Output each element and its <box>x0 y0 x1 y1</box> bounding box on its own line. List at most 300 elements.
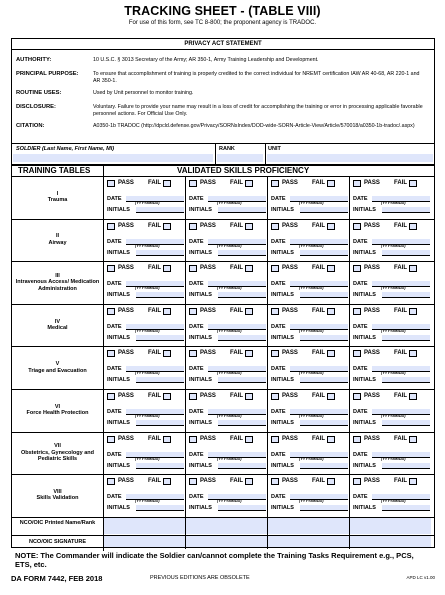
training-table-number: IV <box>54 318 61 325</box>
initials-label: INITIALS <box>271 334 294 341</box>
privacy-label: PRINCIPAL PURPOSE: <box>16 71 79 77</box>
fail-label: FAIL <box>148 435 161 442</box>
training-table-number: VI <box>54 403 61 410</box>
initials-field[interactable] <box>218 335 266 341</box>
date-format-hint: (YYYYMMDD) <box>381 286 406 291</box>
proficiency-cell <box>269 389 352 432</box>
initials-label: INITIALS <box>353 207 376 213</box>
fail-label: FAIL <box>312 307 325 314</box>
fail-checkbox[interactable] <box>327 478 335 485</box>
date-format-hint: (YYYYMMDD) <box>299 456 324 461</box>
pass-checkbox[interactable] <box>107 436 115 443</box>
fail-label: FAIL <box>230 350 243 357</box>
initials-field[interactable] <box>136 250 184 256</box>
privacy-act-heading: PRIVACY ACT STATEMENT <box>12 39 434 50</box>
fail-checkbox[interactable] <box>245 223 253 230</box>
initials-field[interactable] <box>300 505 348 511</box>
fail-label: FAIL <box>230 393 243 399</box>
training-table-number: II <box>55 233 60 240</box>
proficiency-cell <box>269 219 352 262</box>
fail-checkbox[interactable] <box>163 350 171 357</box>
initials-label: INITIALS <box>271 462 294 469</box>
proficiency-cell <box>187 346 270 389</box>
pass-checkbox[interactable] <box>107 393 115 400</box>
initials-field[interactable] <box>382 250 430 256</box>
initials-field[interactable] <box>136 505 184 511</box>
training-table-number: I <box>56 190 59 197</box>
fail-checkbox[interactable] <box>245 308 253 315</box>
fail-label: FAIL <box>230 222 243 229</box>
pass-label: PASS <box>282 222 298 229</box>
pass-label: PASS <box>364 222 380 229</box>
pass-label: PASS <box>364 180 380 186</box>
pass-checkbox[interactable] <box>189 350 197 357</box>
initials-field[interactable] <box>382 377 430 383</box>
initials-label: INITIALS <box>271 249 294 256</box>
fail-checkbox[interactable] <box>163 180 171 187</box>
fail-checkbox[interactable] <box>409 308 417 315</box>
date-format-hint: (YYYYMMDD) <box>217 456 242 461</box>
fail-label: FAIL <box>394 265 407 272</box>
pass-label: PASS <box>118 180 134 186</box>
commander-note: NOTE: The Commander will indicate the Soldier can/cannot complete the Training Tasks Requirement e.g., PCS, ETS, etc. <box>15 551 414 569</box>
nco-signature-field[interactable] <box>104 536 185 547</box>
initials-field[interactable] <box>300 250 348 256</box>
pass-label: PASS <box>118 393 134 399</box>
proficiency-cell <box>187 432 270 475</box>
proficiency-cell <box>187 176 270 219</box>
pass-checkbox[interactable] <box>189 308 197 315</box>
initials-label: INITIALS <box>107 420 130 426</box>
pass-checkbox[interactable] <box>189 223 197 230</box>
date-format-hint: (YYYYMMDD) <box>217 414 242 418</box>
date-format-hint: (YYYYMMDD) <box>135 243 160 248</box>
nco-printed-name-field[interactable] <box>104 518 185 534</box>
pass-label: PASS <box>282 393 298 399</box>
date-format-hint: (YYYYMMDD) <box>381 201 406 205</box>
training-table-label <box>12 261 103 304</box>
initials-label: INITIALS <box>107 462 130 469</box>
date-format-hint: (YYYYMMDD) <box>299 499 324 504</box>
date-label: DATE <box>107 451 122 458</box>
pass-checkbox[interactable] <box>271 180 279 187</box>
fail-checkbox[interactable] <box>245 350 253 357</box>
pass-checkbox[interactable] <box>107 180 115 187</box>
initials-label: INITIALS <box>353 249 376 256</box>
nco-signature-label: NCO/OIC SIGNATURE <box>28 539 87 545</box>
date-label: DATE <box>271 451 286 458</box>
fail-checkbox[interactable] <box>409 393 417 400</box>
date-format-hint: (YYYYMMDD) <box>299 328 324 333</box>
pass-checkbox[interactable] <box>271 393 279 400</box>
fail-checkbox[interactable] <box>245 436 253 443</box>
date-label: DATE <box>189 366 204 373</box>
fail-checkbox[interactable] <box>327 265 335 272</box>
initials-field[interactable] <box>218 207 266 213</box>
privacy-label: ROUTINE USES: <box>16 90 62 96</box>
proficiency-cell <box>269 432 352 475</box>
training-table-name: Force Health Protection <box>26 410 89 417</box>
privacy-label: DISCLOSURE: <box>16 104 56 110</box>
divider <box>185 517 186 549</box>
pass-checkbox[interactable] <box>189 180 197 187</box>
fail-label: FAIL <box>394 350 407 357</box>
form-subtitle: For use of this form, see TC 8-800; the proponent agency is TRADOC. <box>128 20 317 26</box>
date-label: DATE <box>353 451 368 458</box>
fail-label: FAIL <box>230 180 243 186</box>
pass-checkbox[interactable] <box>271 478 279 485</box>
initials-label: INITIALS <box>189 207 212 213</box>
date-format-hint: (YYYYMMDD) <box>217 286 242 291</box>
training-table-number: V <box>55 361 60 368</box>
pass-label: PASS <box>118 435 134 442</box>
date-format-hint: (YYYYMMDD) <box>217 499 242 504</box>
fail-checkbox[interactable] <box>409 265 417 272</box>
nco-signature-field[interactable] <box>268 536 349 547</box>
pass-label: PASS <box>364 393 380 399</box>
pass-label: PASS <box>282 350 298 357</box>
training-table-number: III <box>55 272 60 279</box>
pass-checkbox[interactable] <box>353 180 361 187</box>
fail-label: FAIL <box>148 307 161 314</box>
pass-checkbox[interactable] <box>353 478 361 485</box>
initials-label: INITIALS <box>271 377 294 384</box>
date-format-hint: (YYYYMMDD) <box>135 456 160 461</box>
fail-checkbox[interactable] <box>163 436 171 443</box>
date-label: DATE <box>189 451 204 458</box>
proficiency-cell <box>105 389 188 432</box>
pass-checkbox[interactable] <box>353 350 361 357</box>
pass-checkbox[interactable] <box>271 265 279 272</box>
date-format-hint: (YYYYMMDD) <box>135 201 160 205</box>
initials-field[interactable] <box>300 463 348 469</box>
pass-checkbox[interactable] <box>353 223 361 230</box>
pass-checkbox[interactable] <box>271 223 279 230</box>
pass-label: PASS <box>200 393 216 399</box>
initials-field[interactable] <box>300 377 348 383</box>
date-label: DATE <box>353 409 368 415</box>
validated-skills-heading: VALIDATED SKILLS PROFICIENCY <box>177 166 310 175</box>
fail-checkbox[interactable] <box>163 308 171 315</box>
initials-label: INITIALS <box>189 505 212 512</box>
training-table-name: Intravenous Access/ Medication Administration <box>15 279 100 292</box>
fail-label: FAIL <box>394 435 407 442</box>
nco-signature-field[interactable] <box>350 536 431 547</box>
date-format-hint: (YYYYMMDD) <box>381 456 406 461</box>
date-label: DATE <box>353 196 368 202</box>
date-label: DATE <box>353 238 368 245</box>
training-table-label <box>12 176 103 219</box>
date-format-hint: (YYYYMMDD) <box>135 328 160 333</box>
initials-field[interactable] <box>382 292 430 298</box>
initials-field[interactable] <box>136 420 184 426</box>
initials-label: INITIALS <box>189 249 212 256</box>
form-title: TRACKING SHEET - (TABLE VIII) <box>124 4 321 18</box>
date-format-hint: (YYYYMMDD) <box>135 414 160 418</box>
form-version: APD LC v1.00 <box>406 575 435 580</box>
divider <box>267 517 268 549</box>
proficiency-cell <box>351 474 434 517</box>
initials-label: INITIALS <box>107 249 130 256</box>
proficiency-cell <box>105 219 188 262</box>
initials-field[interactable] <box>136 335 184 341</box>
nco-printed-name-field[interactable] <box>268 518 349 534</box>
proficiency-cell <box>105 304 188 347</box>
pass-checkbox[interactable] <box>271 436 279 443</box>
fail-label: FAIL <box>394 478 407 485</box>
fail-checkbox[interactable] <box>327 308 335 315</box>
initials-label: INITIALS <box>353 292 376 299</box>
fail-checkbox[interactable] <box>327 223 335 230</box>
fail-label: FAIL <box>394 222 407 229</box>
fail-label: FAIL <box>230 478 243 485</box>
fail-label: FAIL <box>394 307 407 314</box>
fail-checkbox[interactable] <box>163 393 171 400</box>
fail-label: FAIL <box>312 222 325 229</box>
pass-checkbox[interactable] <box>189 393 197 400</box>
fail-checkbox[interactable] <box>245 478 253 485</box>
initials-field[interactable] <box>382 335 430 341</box>
initials-label: INITIALS <box>271 292 294 299</box>
rank-field[interactable] <box>217 154 263 162</box>
initials-label: INITIALS <box>353 505 376 512</box>
date-format-hint: (YYYYMMDD) <box>299 286 324 291</box>
fail-checkbox[interactable] <box>245 180 253 187</box>
obsolete-notice: PREVIOUS EDITIONS ARE OBSOLETE <box>150 575 250 581</box>
pass-label: PASS <box>282 180 298 186</box>
initials-label: INITIALS <box>353 334 376 341</box>
fail-label: FAIL <box>312 265 325 272</box>
training-table-name: Skills Validation <box>36 495 79 502</box>
initials-field[interactable] <box>300 335 348 341</box>
date-format-hint: (YYYYMMDD) <box>381 499 406 504</box>
privacy-value: To ensure that accomplishment of training is properly credited to the correct individual for NREMT certification IAW AR 40-68, AR 220-1 and AR 350-1. <box>93 71 420 84</box>
date-label: DATE <box>107 409 122 415</box>
date-label: DATE <box>271 238 286 245</box>
proficiency-cell <box>187 261 270 304</box>
pass-checkbox[interactable] <box>107 350 115 357</box>
date-format-hint: (YYYYMMDD) <box>135 371 160 376</box>
pass-checkbox[interactable] <box>271 308 279 315</box>
initials-field[interactable] <box>218 292 266 298</box>
pass-checkbox[interactable] <box>189 478 197 485</box>
divider <box>12 143 434 144</box>
pass-label: PASS <box>282 265 298 272</box>
pass-checkbox[interactable] <box>353 308 361 315</box>
date-format-hint: (YYYYMMDD) <box>217 328 242 333</box>
fail-label: FAIL <box>148 478 161 485</box>
proficiency-cell <box>351 219 434 262</box>
initials-field[interactable] <box>382 420 430 426</box>
pass-label: PASS <box>200 435 216 442</box>
fail-checkbox[interactable] <box>163 478 171 485</box>
date-label: DATE <box>189 281 204 288</box>
fail-label: FAIL <box>230 265 243 272</box>
fail-label: FAIL <box>394 180 407 186</box>
training-table-number: VII <box>54 443 61 450</box>
pass-label: PASS <box>118 222 134 229</box>
date-format-hint: (YYYYMMDD) <box>381 414 406 418</box>
date-label: DATE <box>353 494 368 501</box>
initials-field[interactable] <box>218 377 266 383</box>
date-format-hint: (YYYYMMDD) <box>299 414 324 418</box>
fail-checkbox[interactable] <box>163 265 171 272</box>
nco-printed-name-label: NCO/OIC Printed Name/Rank <box>19 520 96 526</box>
fail-label: FAIL <box>148 265 161 272</box>
pass-checkbox[interactable] <box>107 478 115 485</box>
initials-field[interactable] <box>300 420 348 426</box>
pass-checkbox[interactable] <box>353 393 361 400</box>
pass-checkbox[interactable] <box>107 265 115 272</box>
pass-label: PASS <box>200 350 216 357</box>
initials-field[interactable] <box>300 292 348 298</box>
fail-checkbox[interactable] <box>409 478 417 485</box>
pass-checkbox[interactable] <box>271 350 279 357</box>
pass-checkbox[interactable] <box>189 436 197 443</box>
initials-field[interactable] <box>300 207 348 213</box>
initials-label: INITIALS <box>189 462 212 469</box>
proficiency-cell <box>105 346 188 389</box>
initials-field[interactable] <box>218 505 266 511</box>
initials-label: INITIALS <box>107 292 130 299</box>
pass-label: PASS <box>364 350 380 357</box>
nco-printed-name-field[interactable] <box>186 518 267 534</box>
initials-field[interactable] <box>218 420 266 426</box>
initials-label: INITIALS <box>189 292 212 299</box>
pass-checkbox[interactable] <box>189 265 197 272</box>
initials-field[interactable] <box>136 377 184 383</box>
proficiency-cell <box>187 474 270 517</box>
fail-checkbox[interactable] <box>409 436 417 443</box>
initials-label: INITIALS <box>189 420 212 426</box>
date-format-hint: (YYYYMMDD) <box>135 286 160 291</box>
nco-signature-field[interactable] <box>186 536 267 547</box>
initials-label: INITIALS <box>189 377 212 384</box>
fail-checkbox[interactable] <box>327 393 335 400</box>
initials-field[interactable] <box>218 250 266 256</box>
date-format-hint: (YYYYMMDD) <box>217 371 242 376</box>
proficiency-cell <box>351 176 434 219</box>
fail-checkbox[interactable] <box>409 180 417 187</box>
date-label: DATE <box>189 494 204 501</box>
divider <box>265 143 266 164</box>
pass-checkbox[interactable] <box>353 436 361 443</box>
training-table-name: Airway <box>48 239 67 246</box>
proficiency-cell <box>187 304 270 347</box>
training-table-name: Triage and Evacuation <box>28 367 87 374</box>
unit-label: UNIT <box>268 146 281 152</box>
proficiency-cell <box>351 432 434 475</box>
initials-field[interactable] <box>136 207 184 213</box>
fail-label: FAIL <box>312 350 325 357</box>
fail-checkbox[interactable] <box>327 180 335 187</box>
fail-label: FAIL <box>312 180 325 186</box>
pass-label: PASS <box>364 307 380 314</box>
proficiency-cell <box>269 474 352 517</box>
pass-checkbox[interactable] <box>353 265 361 272</box>
nco-printed-name-field[interactable] <box>350 518 431 534</box>
pass-label: PASS <box>282 478 298 485</box>
date-label: DATE <box>107 196 122 202</box>
privacy-label: CITATION: <box>16 123 45 129</box>
initials-field[interactable] <box>218 463 266 469</box>
date-label: DATE <box>107 323 122 330</box>
fail-checkbox[interactable] <box>245 393 253 400</box>
initials-field[interactable] <box>136 463 184 469</box>
pass-label: PASS <box>282 307 298 314</box>
initials-field[interactable] <box>382 463 430 469</box>
initials-field[interactable] <box>382 505 430 511</box>
pass-label: PASS <box>118 265 134 272</box>
fail-checkbox[interactable] <box>409 350 417 357</box>
initials-label: INITIALS <box>271 207 294 213</box>
initials-label: INITIALS <box>107 334 130 341</box>
training-table-label <box>12 474 103 517</box>
fail-label: FAIL <box>394 393 407 399</box>
date-label: DATE <box>353 323 368 330</box>
date-label: DATE <box>271 409 286 415</box>
fail-checkbox[interactable] <box>409 223 417 230</box>
fail-label: FAIL <box>230 307 243 314</box>
pass-label: PASS <box>364 265 380 272</box>
pass-checkbox[interactable] <box>107 308 115 315</box>
date-label: DATE <box>353 281 368 288</box>
proficiency-cell <box>351 389 434 432</box>
fail-checkbox[interactable] <box>163 223 171 230</box>
training-table-label <box>12 346 103 389</box>
date-label: DATE <box>189 323 204 330</box>
pass-label: PASS <box>118 350 134 357</box>
fail-label: FAIL <box>148 350 161 357</box>
pass-label: PASS <box>118 307 134 314</box>
initials-label: INITIALS <box>353 420 376 426</box>
pass-label: PASS <box>118 478 134 485</box>
rank-label: RANK <box>219 146 235 152</box>
date-format-hint: (YYYYMMDD) <box>299 243 324 248</box>
proficiency-cell <box>351 304 434 347</box>
initials-field[interactable] <box>136 292 184 298</box>
soldier-name-field[interactable] <box>13 154 213 162</box>
privacy-value: Used by Unit personnel to monitor training. <box>93 90 194 96</box>
initials-field[interactable] <box>382 207 430 213</box>
privacy-value: A0350-1b TRADOC (http://dpcld.defense.gov/Privacy/SORNsIndex/DOD-wide-SORN-Article-View/Article/570018/a0350-1b-tradoc/.aspx) <box>93 123 415 129</box>
fail-checkbox[interactable] <box>327 350 335 357</box>
training-table-number: VIII <box>53 488 62 495</box>
form-number: DA FORM 7442, FEB 2018 <box>11 574 103 583</box>
initials-label: INITIALS <box>353 462 376 469</box>
date-format-hint: (YYYYMMDD) <box>381 243 406 248</box>
soldier-name-label: SOLDIER (Last Name, First Name, MI) <box>16 146 115 152</box>
pass-label: PASS <box>200 265 216 272</box>
proficiency-cell <box>187 389 270 432</box>
pass-label: PASS <box>200 222 216 229</box>
pass-checkbox[interactable] <box>107 223 115 230</box>
training-table-name: Obstetrics, Gynecology and Pediatric Skills <box>20 449 95 463</box>
initials-label: INITIALS <box>107 505 130 512</box>
proficiency-cell <box>351 346 434 389</box>
proficiency-cell <box>269 261 352 304</box>
fail-checkbox[interactable] <box>245 265 253 272</box>
fail-checkbox[interactable] <box>327 436 335 443</box>
proficiency-cell <box>269 176 352 219</box>
date-label: DATE <box>107 238 122 245</box>
date-label: DATE <box>189 196 204 202</box>
date-label: DATE <box>271 323 286 330</box>
proficiency-cell <box>187 219 270 262</box>
date-label: DATE <box>271 366 286 373</box>
unit-field[interactable] <box>267 154 433 162</box>
proficiency-cell <box>351 261 434 304</box>
